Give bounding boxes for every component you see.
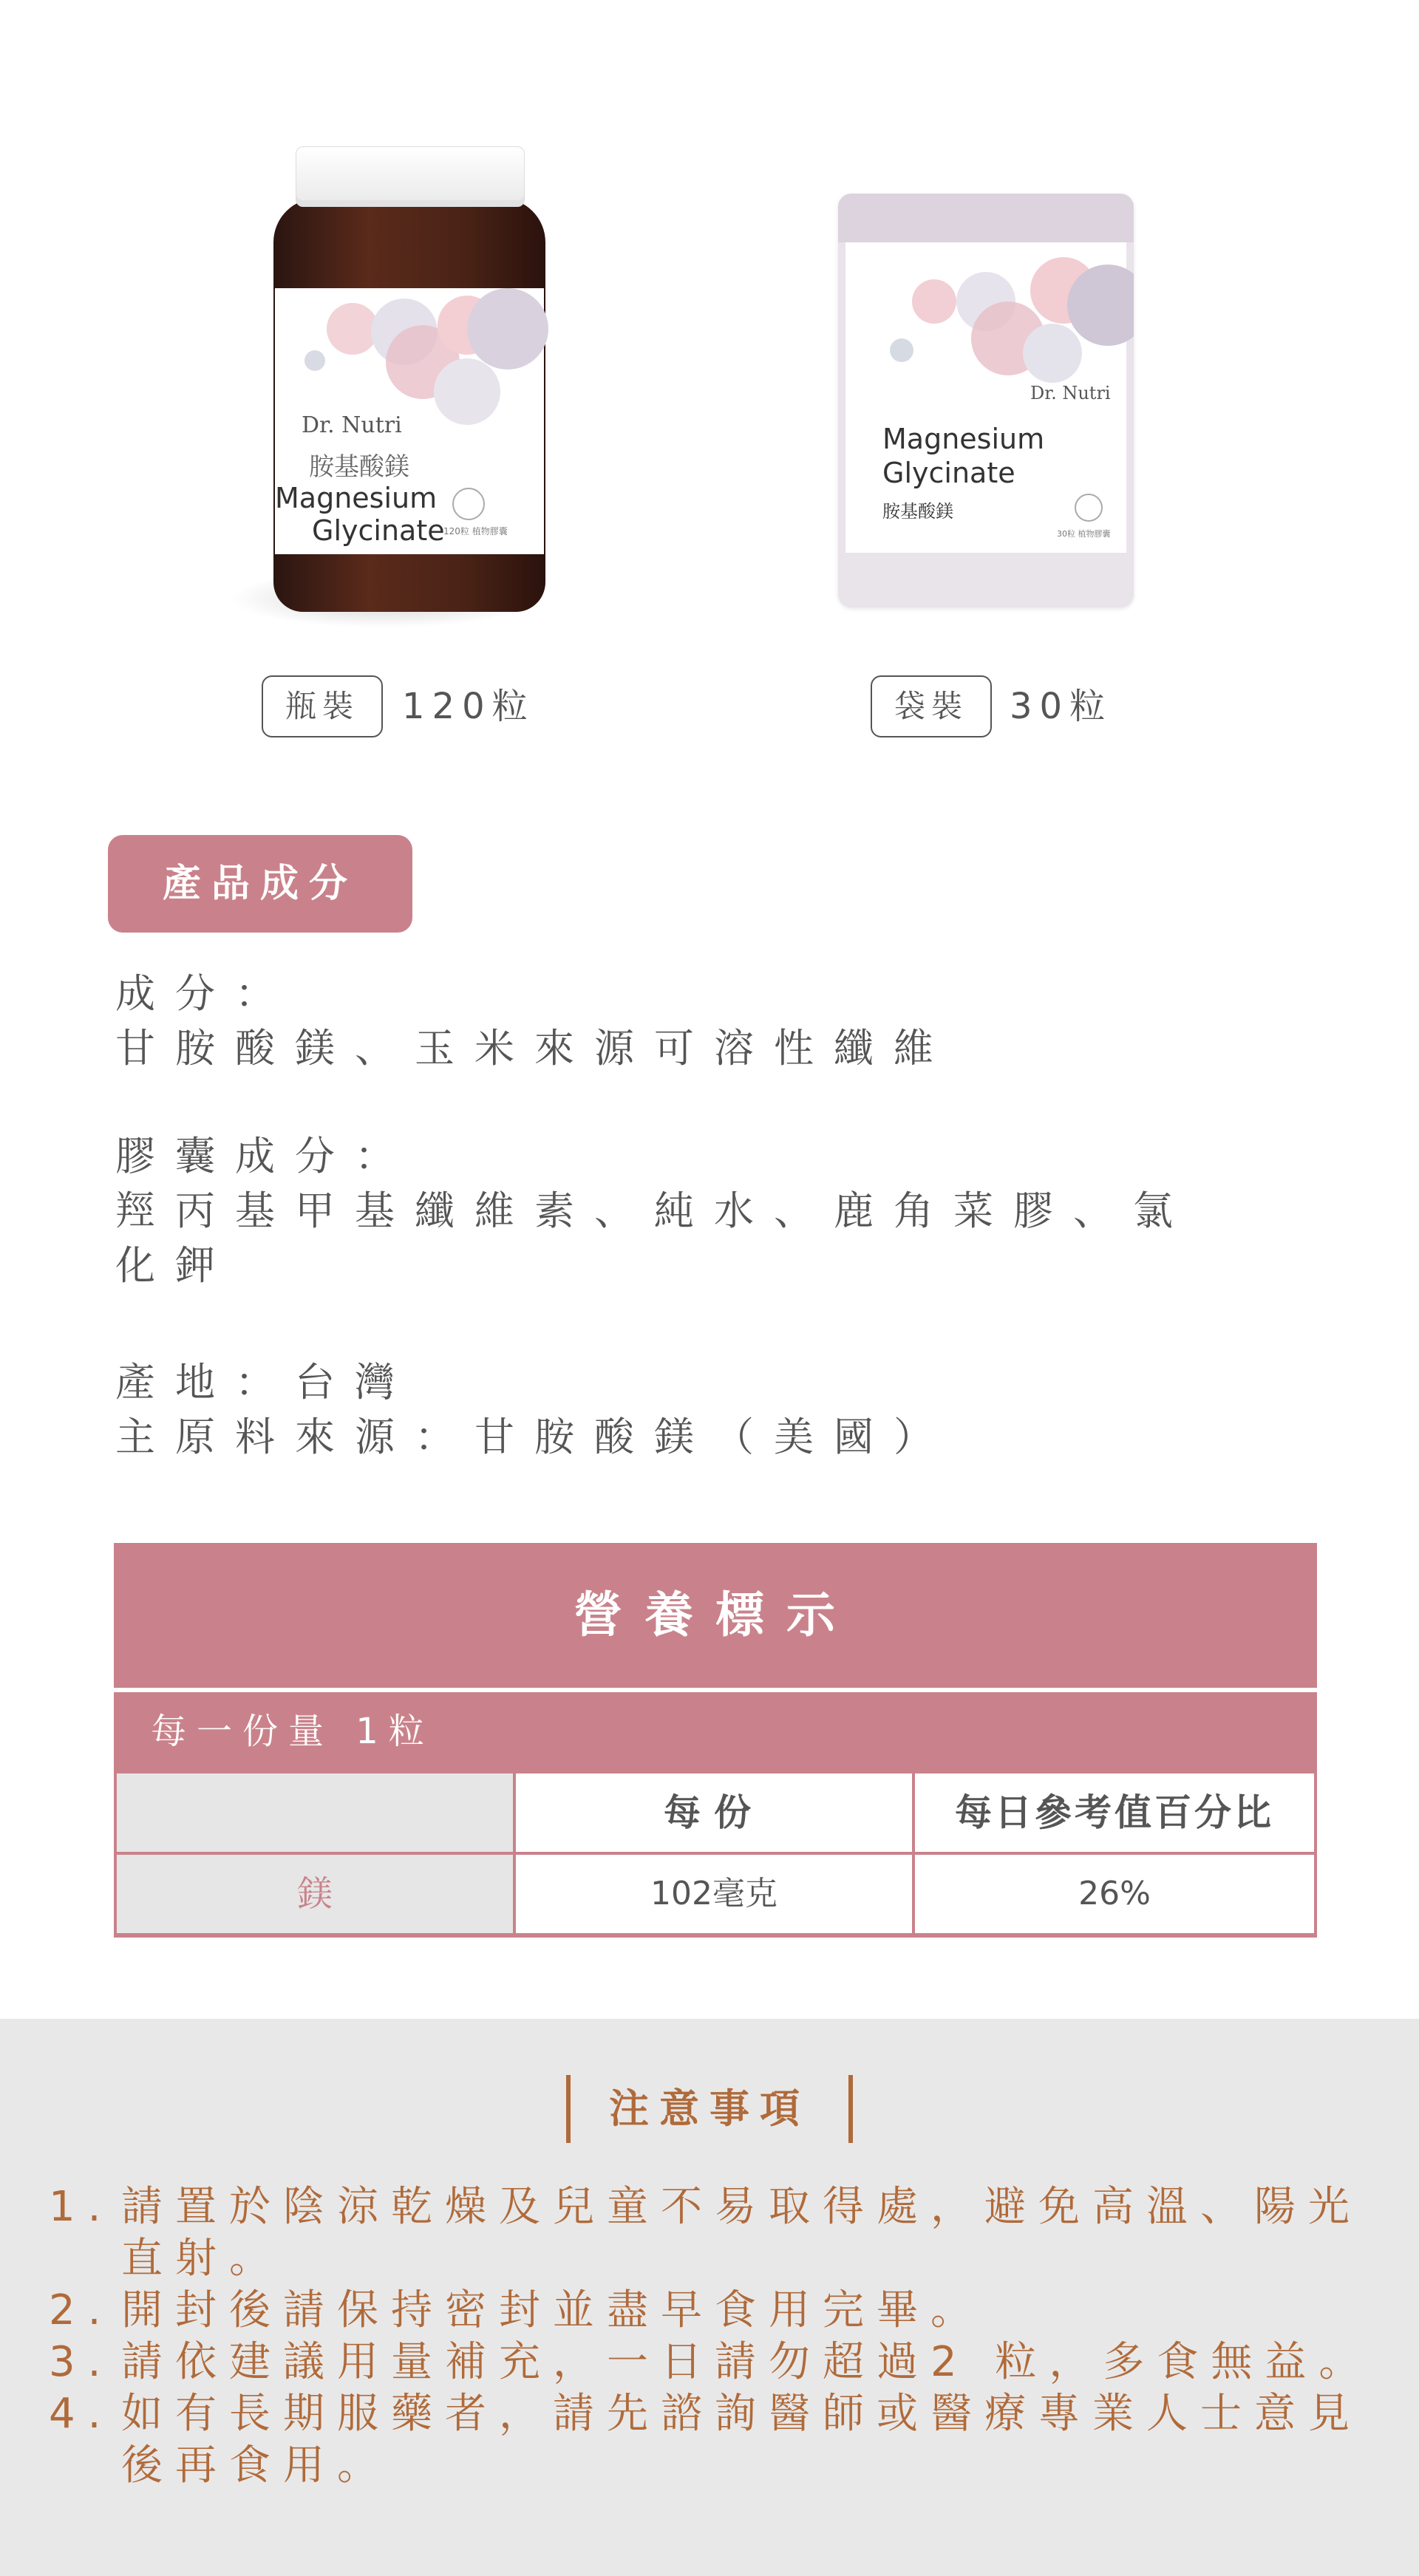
bottle-small-print: 120粒 植物膠囊 bbox=[443, 526, 508, 536]
note-text: 開封後請保持密封並盡早食用完畢。 bbox=[121, 2286, 984, 2334]
pouch-image bbox=[838, 194, 1134, 607]
raw-material-source: 主原料來源：甘胺酸鎂（美國） bbox=[115, 1414, 953, 1460]
bottle-label bbox=[275, 288, 544, 554]
pouch-name-en-1: Magnesium bbox=[882, 423, 1045, 455]
bottle-name-en-1: Magnesium bbox=[275, 482, 438, 514]
capsule-ingredients-value-cont: 化鉀 bbox=[115, 1242, 235, 1289]
header-per-serving: 每份 bbox=[516, 1773, 912, 1852]
note-text: 後再食用。 bbox=[121, 2442, 391, 2490]
bottle-tag: 瓶裝 bbox=[262, 675, 383, 737]
bottle-cap bbox=[296, 146, 525, 207]
pouch-tag: 袋裝 bbox=[871, 675, 992, 737]
row-nutrient-name: 鎂 bbox=[117, 1855, 513, 1933]
nutrition-title: 營養標示 bbox=[114, 1543, 1317, 1688]
pouch-zip-strip bbox=[838, 194, 1134, 242]
ingredients-label: 成分： bbox=[115, 970, 295, 1017]
nutrition-table bbox=[114, 1771, 1317, 1938]
bottle-count: 120粒 bbox=[402, 686, 535, 727]
note-text: 請置於陰涼乾燥及兒童不易取得處，避免高溫、陽光 bbox=[121, 2183, 1362, 2231]
capsule-ingredients-label: 膠囊成分： bbox=[115, 1133, 415, 1179]
bottle-brand: Dr. Nutri bbox=[302, 412, 402, 438]
note-number: 3. bbox=[49, 2338, 114, 2386]
origin: 產地：台灣 bbox=[115, 1359, 415, 1405]
capsule-icon bbox=[452, 488, 485, 520]
note-text: 請依建議用量補充，一日請勿超過2 粒，多食無益。 bbox=[121, 2338, 1373, 2386]
header-daily-value: 每日參考值百分比 bbox=[915, 1773, 1314, 1852]
capsule-ingredients-value: 羥丙基甲基纖維素、純水、鹿角菜膠、氯 bbox=[115, 1188, 1193, 1234]
note-text: 如有長期服藥者，請先諮詢醫師或醫療專業人士意見 bbox=[121, 2390, 1362, 2438]
notes-title: 注意事項 bbox=[609, 2085, 810, 2132]
note-number: 4. bbox=[49, 2390, 114, 2438]
pouch-label bbox=[845, 242, 1126, 553]
ingredients-heading: 產品成分 bbox=[108, 835, 412, 933]
pouch-brand: Dr. Nutri bbox=[1030, 383, 1111, 403]
pouch-name-zh: 胺基酸鎂 bbox=[882, 501, 953, 522]
pouch-count: 30粒 bbox=[1010, 686, 1113, 727]
note-text: 直射。 bbox=[121, 2235, 283, 2283]
title-bar-right bbox=[848, 2075, 853, 2143]
bottle-name-en-2: Glycinate bbox=[312, 514, 445, 547]
header-empty-cell bbox=[117, 1773, 513, 1852]
pouch-small-print: 30粒 植物膠囊 bbox=[1057, 529, 1111, 539]
capsule-icon bbox=[1075, 494, 1103, 522]
ingredients-value: 甘胺酸鎂、玉米來源可溶性纖維 bbox=[115, 1025, 953, 1071]
bottle-name-zh: 胺基酸鎂 bbox=[309, 452, 409, 482]
row-daily-value: 26% bbox=[915, 1855, 1314, 1933]
note-number: 2. bbox=[49, 2286, 114, 2334]
note-number: 1. bbox=[49, 2183, 114, 2231]
serving-size: 每一份量 1粒 bbox=[114, 1692, 1317, 1771]
row-per-serving-value: 102毫克 bbox=[516, 1855, 912, 1933]
pouch-name-en-2: Glycinate bbox=[882, 457, 1015, 489]
